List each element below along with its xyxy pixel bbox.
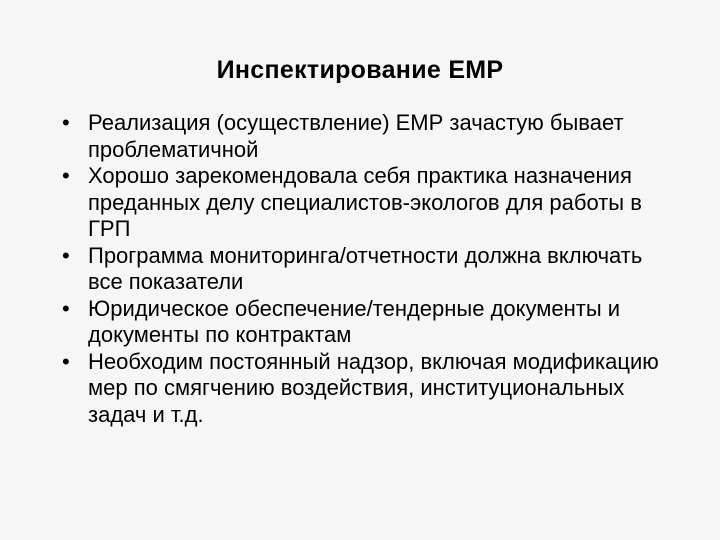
- bullet-icon: •: [62, 242, 70, 268]
- bullet-text: Реализация (осуществление) ЕМР зачастую бывает проблематичной: [88, 110, 624, 162]
- bullet-icon: •: [62, 295, 70, 321]
- bullet-text: Юридическое обеспечение/тендерные документы и документы по контрактам: [88, 295, 621, 347]
- bullet-icon: •: [62, 163, 70, 188]
- bullet-item-3: [62, 243, 662, 296]
- bullet-icon: •: [62, 110, 70, 135]
- bullet-list: [62, 110, 662, 428]
- slide-title: Инспектирование ЕМР: [216, 56, 504, 84]
- bullet-text: Программа мониторинга/отчетности должна включать все показатели: [88, 242, 643, 294]
- bullet-text: Необходим постоянный надзор, включая модификацию мер по смягчению воздействия, институциональных задач и т.д.: [88, 348, 659, 427]
- bullet-item-1: [62, 110, 662, 163]
- bullet-icon: •: [62, 348, 70, 374]
- bullet-item-2: [62, 163, 662, 243]
- bullet-item-5: [62, 349, 662, 429]
- bullet-text: Хорошо зарекомендовала себя практика назначения преданных делу специалистов-экологов для работы в ГРП: [88, 163, 642, 241]
- bullet-item-4: [62, 296, 662, 349]
